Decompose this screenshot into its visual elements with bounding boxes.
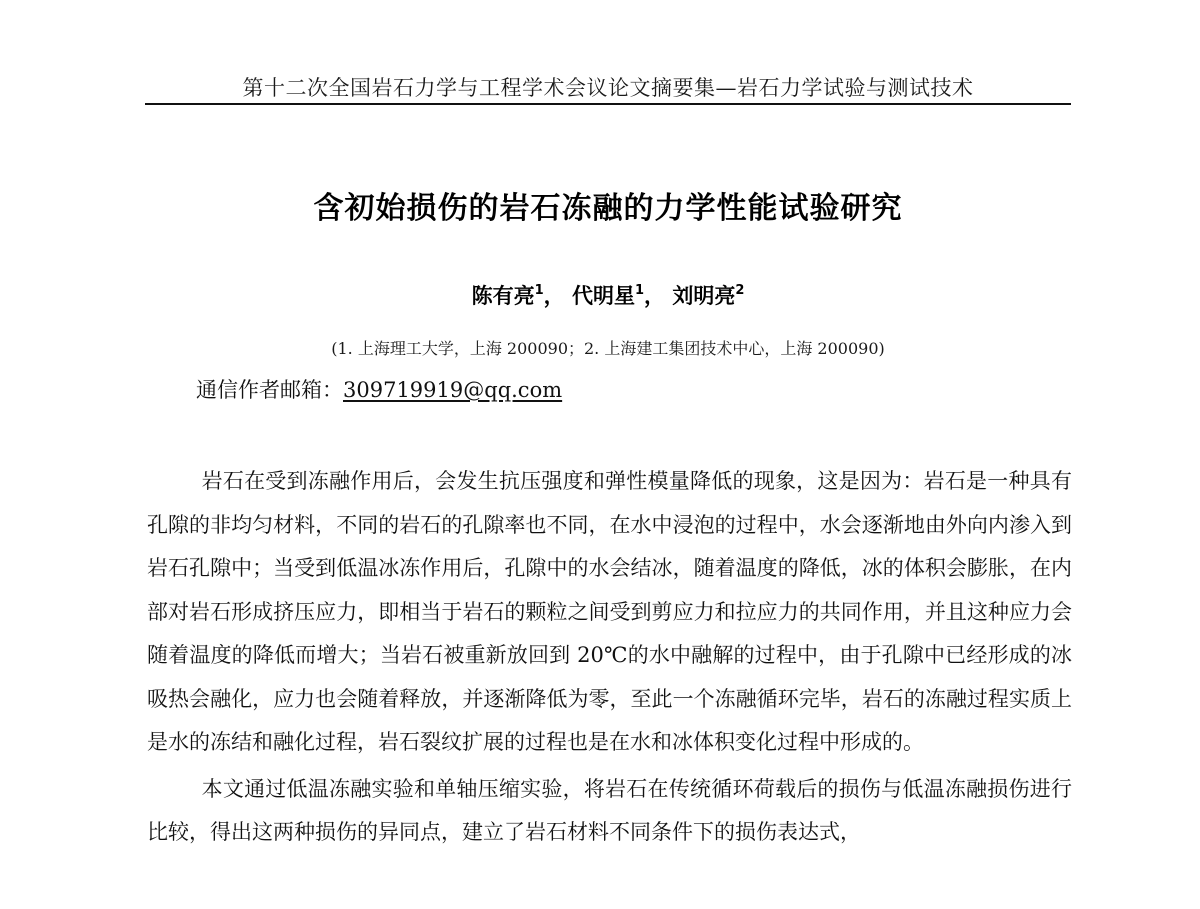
author-name: 陈有亮 — [471, 284, 535, 308]
author-separator: ， — [644, 284, 666, 308]
running-header: 第十二次全国岩石力学与工程学术会议论文摘要集—岩石力学试验与测试技术 — [242, 76, 974, 100]
author-separator: ， — [543, 284, 565, 308]
affiliation-line: (1. 上海理工大学，上海 200090；2. 上海建工集团技术中心，上海 200090) — [331, 339, 885, 358]
paper-title: 含初始损伤的岩石冻融的力学性能试验研究 — [313, 191, 903, 226]
body-paragraph: 本文通过低温冻融实验和单轴压缩实验，将岩石在传统循环荷载后的损伤与低温冻融损伤进行比较，得出这两种损伤的异同点，建立了岩石材料不同条件下的损伤表达式， — [147, 776, 1072, 844]
body-text — [147, 460, 1072, 858]
body-paragraph: 岩石在受到冻融作用后，会发生抗压强度和弹性模量降低的现象，这是因为：岩石是一种具有孔隙的非均匀材料，不同的岩石的孔隙率也不同，在水中浸泡的过程中，水会逐渐地由外向内渗入到岩石孔隙中；当受到低温冰冻作用后，孔隙中的水会结冰，随着温度的降低，冰的体积会膨胀，在内部对岩石形成挤压应力，即相当于岩石的颗粒之间受到剪应力和拉应力的共同作用，并且这种应力会随着温度的降低而增大；当岩石被重新放回到 20℃的水中融解的过程中，由于孔隙中已经形成的冰吸热会融化，应力也会随着释放，并逐渐降低为零，至此一个冻融循环完毕，岩石的冻融过程实质上是水的冻结和融化过程，岩石裂纹扩展的过程也是在水和冰体积变化过程中形成的。 — [147, 469, 1072, 754]
author-affiliation-mark: 1 — [634, 283, 645, 298]
author-affiliation-mark: 1 — [534, 283, 544, 298]
author-name: 代明星 — [571, 284, 635, 308]
corresponding-email — [196, 374, 574, 404]
email-label: 通信作者邮箱： — [196, 378, 343, 402]
author-list — [145, 280, 1071, 310]
author-affiliation-mark: 2 — [735, 283, 745, 298]
author-name: 刘明亮 — [672, 284, 736, 308]
header-rule — [145, 103, 1071, 105]
email-address: 309719919@qq.com — [343, 378, 563, 402]
